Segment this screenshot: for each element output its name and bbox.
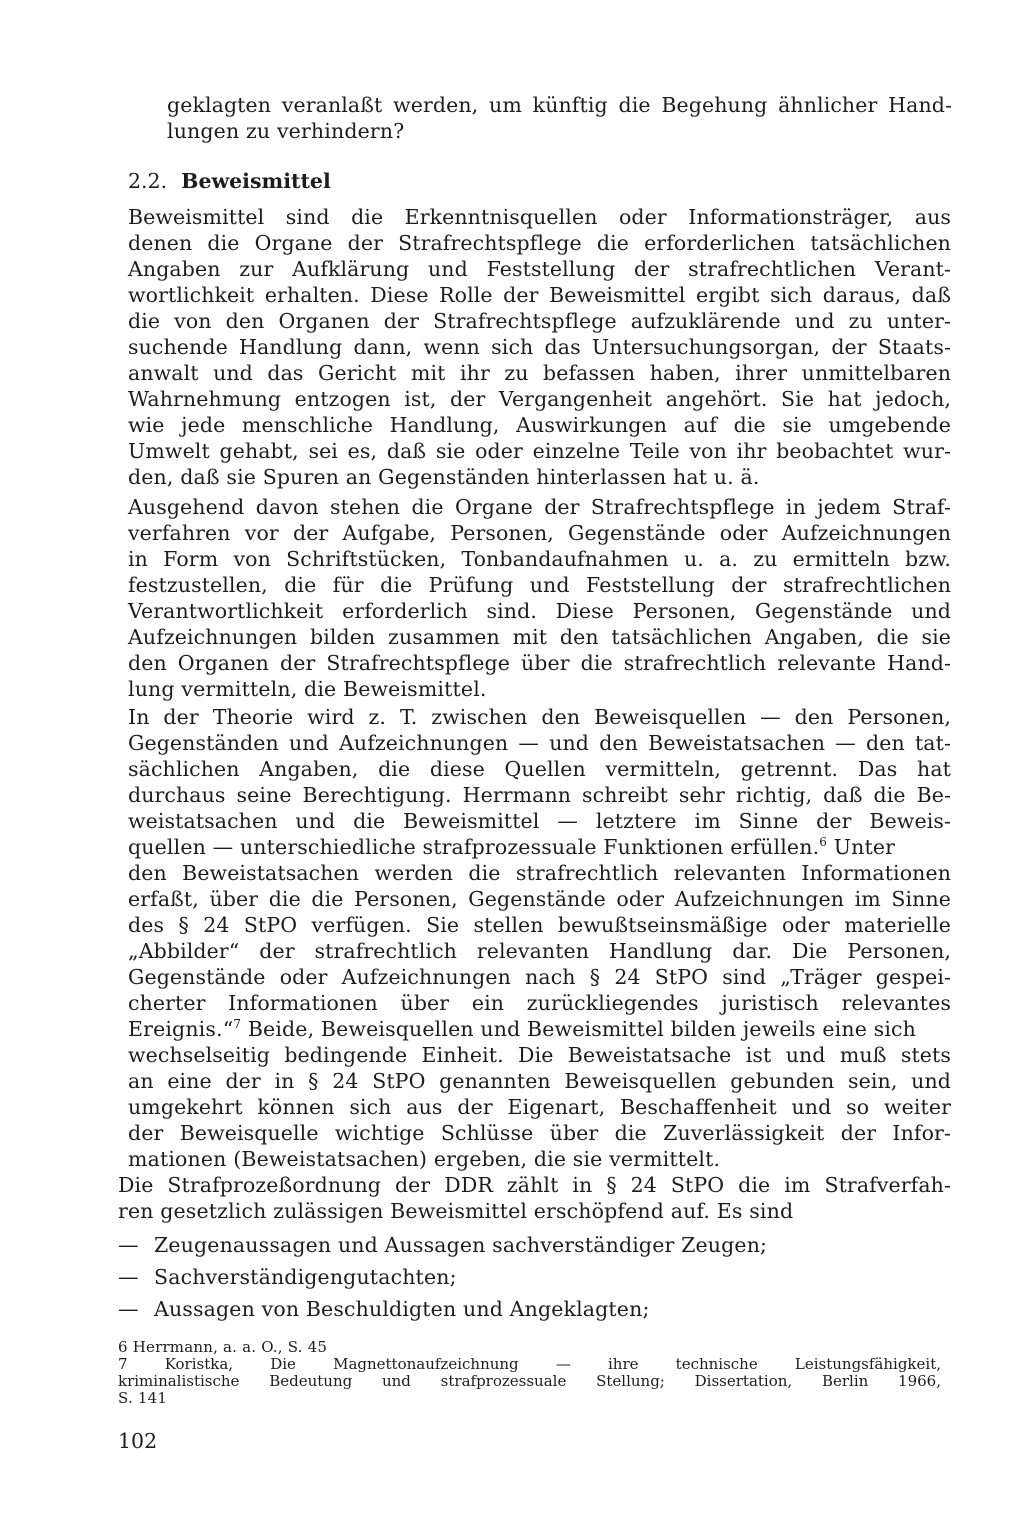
p3-line-10: „Abbilder“ der strafrechtlich relevanten Handlung dar. Die Personen,	[128, 939, 951, 963]
p3-line-11: Gegenstände oder Aufzeichnungen nach § 24 StPO sind „Träger gespei-	[128, 965, 951, 989]
footnote-ref-7[interactable]: 7	[233, 1017, 242, 1032]
list-dash-3: —	[118, 1297, 139, 1321]
list-dash-2: —	[118, 1265, 139, 1289]
p3-line-12: cherter Informationen über ein zurückliegendes juristisch relevantes	[128, 991, 951, 1015]
section-title: Beweismittel	[181, 169, 331, 193]
p2-line-7: den Organen der Strafrechtspflege über die strafrechtlich relevante Hand-	[128, 651, 951, 675]
p2-line-6: Aufzeichnungen bilden zusammen mit den tatsächlichen Angaben, die sie	[128, 625, 951, 649]
p2-line-8: lung vermitteln, die Beweismittel.	[128, 677, 487, 701]
p3-line-16: umgekehrt können sich aus der Eigenart, Beschaffenheit und so weiter	[128, 1095, 951, 1119]
p3-line-6	[128, 834, 895, 860]
list-item-3: Aussagen von Beschuldigten und Angeklagten;	[154, 1297, 650, 1321]
footnote-7-line-1: 7 Koristka, Die Magnettonaufzeichnung — ihre technische Leistungsfähigkeit,	[118, 1355, 941, 1373]
p2-line-3: in Form von Schriftstücken, Tonbandaufnahmen u. a. zu ermitteln bzw.	[128, 547, 951, 571]
list-dash-1: —	[118, 1233, 139, 1257]
footnote-7-line-3: S. 141	[118, 1389, 168, 1407]
p2-line-1: Ausgehend davon stehen die Organe der Strafrechtspflege in jedem Straf-	[128, 495, 951, 519]
p4-line-1: Die Strafprozeßordnung der DDR zählt in § 24 StPO die im Strafverfah-	[118, 1173, 951, 1197]
footnote-ref-6[interactable]: 6	[819, 835, 828, 850]
p3-line-14: wechselseitig bedingende Einheit. Die Beweistatsache ist und muß stets	[128, 1043, 951, 1067]
p3-line-1: In der Theorie wird z. T. zwischen den Beweisquellen — den Personen,	[128, 705, 951, 729]
footnote-6: 6 Herrmann, a. a. O., S. 45	[118, 1338, 328, 1356]
p3-line-18: mationen (Beweistatsachen) ergeben, die sie vermittelt.	[128, 1147, 721, 1171]
p2-line-4: festzustellen, die für die Prüfung und Feststellung der strafrechtlichen	[128, 573, 951, 597]
p3-line-15: an eine der in § 24 StPO genannten Beweisquellen gebunden sein, und	[128, 1069, 951, 1093]
p1-line-9: wie jede menschliche Handlung, Auswirkungen auf die sie umgebende	[128, 413, 951, 437]
p3-line-13	[128, 1016, 916, 1042]
p2-line-2: verfahren vor der Aufgabe, Personen, Gegenstände oder Aufzeichnungen	[128, 521, 951, 545]
p3-line-2: Gegenständen und Aufzeichnungen — und den Beweistatsachen — den tat-	[128, 731, 951, 755]
p3-line-6-text: quellen — unterschiedliche strafprozessuale Funktionen erfüllen.	[128, 835, 820, 859]
p1-line-4: wortlichkeit erhalten. Diese Rolle der Beweismittel ergibt sich daraus, daß	[128, 283, 951, 307]
intro-line-2: lungen zu verhindern?	[167, 119, 405, 143]
section-heading	[128, 168, 331, 194]
intro-line-1: geklagten veranlaßt werden, um künftig die Begehung ähnlicher Hand-	[167, 93, 952, 117]
list-item-2: Sachverständigengutachten;	[154, 1265, 457, 1289]
p3-line-7: den Beweistatsachen werden die strafrechtlich relevanten Informationen	[128, 861, 951, 885]
p1-line-11: den, daß sie Spuren an Gegenständen hinterlassen hat u. ä.	[128, 465, 760, 489]
p1-line-5: die von den Organen der Strafrechtspflege aufzuklärende und zu unter-	[128, 309, 951, 333]
p4-line-2: ren gesetzlich zulässigen Beweismittel erschöpfend auf. Es sind	[118, 1199, 794, 1223]
p3-line-13-text: Ereignis.“	[128, 1017, 234, 1041]
p3-line-5: weistatsachen und die Beweismittel — letztere im Sinne der Beweis-	[128, 809, 951, 833]
p3-line-6-tail: Unter	[827, 835, 896, 859]
p3-line-17: der Beweisquelle wichtige Schlüsse über die Zuverlässigkeit der Infor-	[128, 1121, 951, 1145]
p1-line-8: Wahrnehmung entzogen ist, der Vergangenheit angehört. Sie hat jedoch,	[128, 387, 951, 411]
p1-line-3: Angaben zur Aufklärung und Feststellung der strafrechtlichen Verant-	[128, 257, 951, 281]
page-number: 102	[118, 1429, 158, 1453]
p1-line-10: Umwelt gehabt, sei es, daß sie oder einzelne Teile von ihr beobachtet wur-	[128, 439, 951, 463]
p3-line-8: erfaßt, über die die Personen, Gegenstände oder Aufzeichnungen im Sinne	[128, 887, 951, 911]
p1-line-2: denen die Organe der Strafrechtspflege die erforderlichen tatsächlichen	[128, 231, 951, 255]
p1-line-7: anwalt und das Gericht mit ihr zu befassen haben, ihrer unmittelbaren	[128, 361, 951, 385]
list-item-1: Zeugenaussagen und Aussagen sachverständiger Zeugen;	[154, 1233, 768, 1257]
p3-line-13-tail: Beide, Beweisquellen und Beweismittel bilden jeweils eine sich	[241, 1017, 917, 1041]
p3-line-9: des § 24 StPO verfügen. Sie stellen bewußtseinsmäßige oder materielle	[128, 913, 951, 937]
p1-line-1: Beweismittel sind die Erkenntnisquellen oder Informationsträger, aus	[128, 205, 951, 229]
p3-line-3: sächlichen Angaben, die diese Quellen vermitteln, getrennt. Das hat	[128, 757, 951, 781]
section-number: 2.2.	[128, 169, 168, 193]
p1-line-6: suchende Handlung dann, wenn sich das Untersuchungsorgan, der Staats-	[128, 335, 951, 359]
p3-line-4: durchaus seine Berechtigung. Herrmann schreibt sehr richtig, daß die Be-	[128, 783, 951, 807]
p2-line-5: Verantwortlichkeit erforderlich sind. Diese Personen, Gegenstände und	[128, 599, 951, 623]
footnote-7-line-2: kriminalistische Bedeutung und strafprozessuale Stellung; Dissertation, Berlin 1966,	[118, 1372, 941, 1390]
